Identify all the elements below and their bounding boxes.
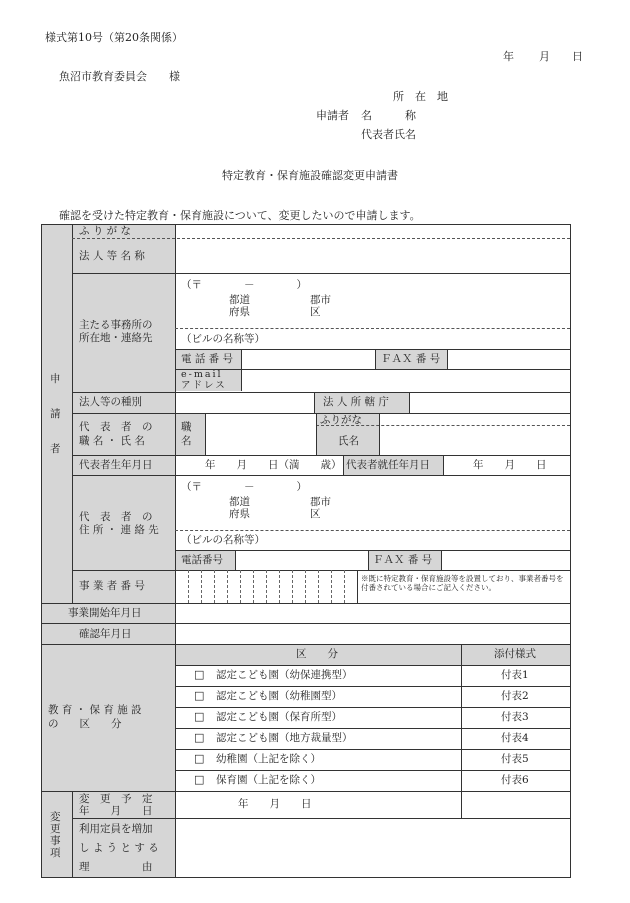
reason-label-3: 理 由 (79, 861, 153, 873)
document-title: 特定教育・保育施設確認変更申請書 (222, 169, 398, 182)
city-label-2: 区 (310, 306, 321, 318)
rep-address-label-1: 代 表 者 の (79, 511, 153, 523)
name-label: 名 称 (361, 109, 416, 122)
rep-title-label-1: 代 表 者 の (79, 421, 153, 433)
checkbox[interactable]: □ (194, 668, 205, 681)
shimei-label: 氏名 (338, 435, 359, 447)
reason-label-2: し よ う と す る (79, 842, 159, 854)
rep-birth-label: 代表者生年月日 (79, 459, 153, 471)
attach-form: 付表1 (501, 669, 529, 681)
rep-start-value: 年 月 日 (473, 459, 547, 471)
address-label: 所 在 地 (393, 90, 448, 103)
city2-label-1: 郡市 (310, 496, 331, 508)
applicant-section-label-2: 請 (50, 408, 61, 420)
corp-authority-label: 法 人 所 轄 庁 (323, 396, 389, 408)
intro-text: 確認を受けた特定教育・保育施設について、変更したいので申請します。 (59, 209, 421, 222)
city-label-1: 郡市 (310, 294, 331, 306)
building-name-2: （ビルの名称等） (181, 534, 265, 546)
facility-name: 認定こども園（幼保連携型） (216, 669, 353, 681)
city2-label-2: 区 (310, 508, 321, 520)
facility-name: 幼稚園（上記を除く） (216, 753, 321, 765)
facility-name: 認定こども園（保育所型） (216, 711, 342, 723)
applicant-section-label-1: 申 (50, 373, 61, 385)
phone-label: 電 話 番 号 (181, 353, 234, 365)
shoku-label-2: 名 (181, 435, 192, 447)
operator-number-note: ※既に特定教育・保育施設等を設置しており、事業者番号を付番されている場合にご記入ください。 (361, 574, 564, 592)
facility-label-1: 教 育 ・ 保 育 施 設 (48, 704, 142, 716)
facility-name: 認定こども園（地方裁量型） (216, 732, 353, 744)
corp-name-label: 法 人 等 名 称 (79, 250, 145, 262)
change-label-2: 更 (50, 823, 61, 835)
representative-label: 代表者氏名 (361, 128, 416, 141)
change-label-1: 変 (50, 811, 61, 823)
planned-date-label-2: 年 月 日 (79, 805, 153, 817)
business-start-label: 事業開始年月日 (68, 607, 142, 619)
pref-label-1: 都道 (229, 294, 250, 306)
pref2-label-2: 府県 (229, 508, 250, 520)
rep-title-label-2: 職 名 ・ 氏 名 (79, 435, 145, 447)
confirm-date-label: 確認年月日 (79, 628, 132, 640)
pref2-label-1: 都道 (229, 496, 250, 508)
attach-form: 付表6 (501, 774, 529, 786)
office-label-2: 所在地・連絡先 (79, 332, 153, 344)
attach-form: 付表5 (501, 753, 529, 765)
checkbox[interactable]: □ (194, 710, 205, 723)
operator-number-label: 事 業 者 番 号 (79, 580, 145, 592)
checkbox[interactable]: □ (194, 752, 205, 765)
checkbox[interactable]: □ (194, 773, 205, 786)
rep-address-label-2: 住 所 ・ 連 絡 先 (79, 524, 159, 536)
change-label-3: 事 (50, 835, 61, 847)
facility-name: 保育園（上記を除く） (216, 774, 321, 786)
fax-label: ＦＡＸ 番 号 (381, 353, 441, 365)
checkbox[interactable]: □ (194, 689, 205, 702)
corp-type-label: 法人等の種別 (79, 396, 142, 408)
pref-label-2: 府県 (229, 306, 250, 318)
date-year: 年 (503, 50, 514, 63)
rep-birth-value: 年 月 日（満 歳） (205, 459, 342, 471)
change-label-4: 項 (50, 847, 61, 859)
category-column-header: 区 分 (296, 648, 338, 660)
form-number: 様式第10号（第20条関係） (45, 31, 183, 44)
facility-label-2: の 区 分 (48, 718, 122, 730)
attach-column-header: 添付様式 (494, 648, 536, 660)
recipient: 魚沼市教育委員会 様 (59, 70, 180, 83)
email-label-2: アドレス (181, 380, 227, 391)
reason-label-1: 利用定員を増加 (79, 823, 153, 835)
applicant-label: 申請者 (316, 109, 349, 122)
fax-label-2: ＦＡＸ 番 号 (373, 554, 433, 566)
email-label-1: e-mail (181, 369, 223, 380)
shoku-label-1: 職 (181, 421, 192, 433)
date-day: 日 (572, 50, 583, 63)
furigana-label: ふ り が な (79, 225, 132, 237)
phone-label-2: 電話番号 (181, 554, 223, 566)
rep-furigana-label: ふりがな (320, 414, 362, 426)
planned-date-value: 年 月 日 (238, 798, 312, 810)
attach-form: 付表4 (501, 732, 529, 744)
planned-date-label-1: 変 更 予 定 (79, 793, 153, 805)
rep-start-label: 代表者就任年月日 (346, 459, 430, 471)
facility-name: 認定こども園（幼稚園型） (216, 690, 342, 702)
attach-form: 付表3 (501, 711, 529, 723)
checkbox[interactable]: □ (194, 731, 205, 744)
applicant-section-label-3: 者 (50, 443, 61, 455)
building-name: （ビルの名称等） (181, 333, 265, 345)
office-label-1: 主たる事務所の (79, 319, 153, 331)
postal-code: （〒 － ） (181, 279, 307, 291)
date-month: 月 (539, 50, 550, 63)
postal-code-2: （〒 － ） (181, 481, 307, 493)
attach-form: 付表2 (501, 690, 529, 702)
